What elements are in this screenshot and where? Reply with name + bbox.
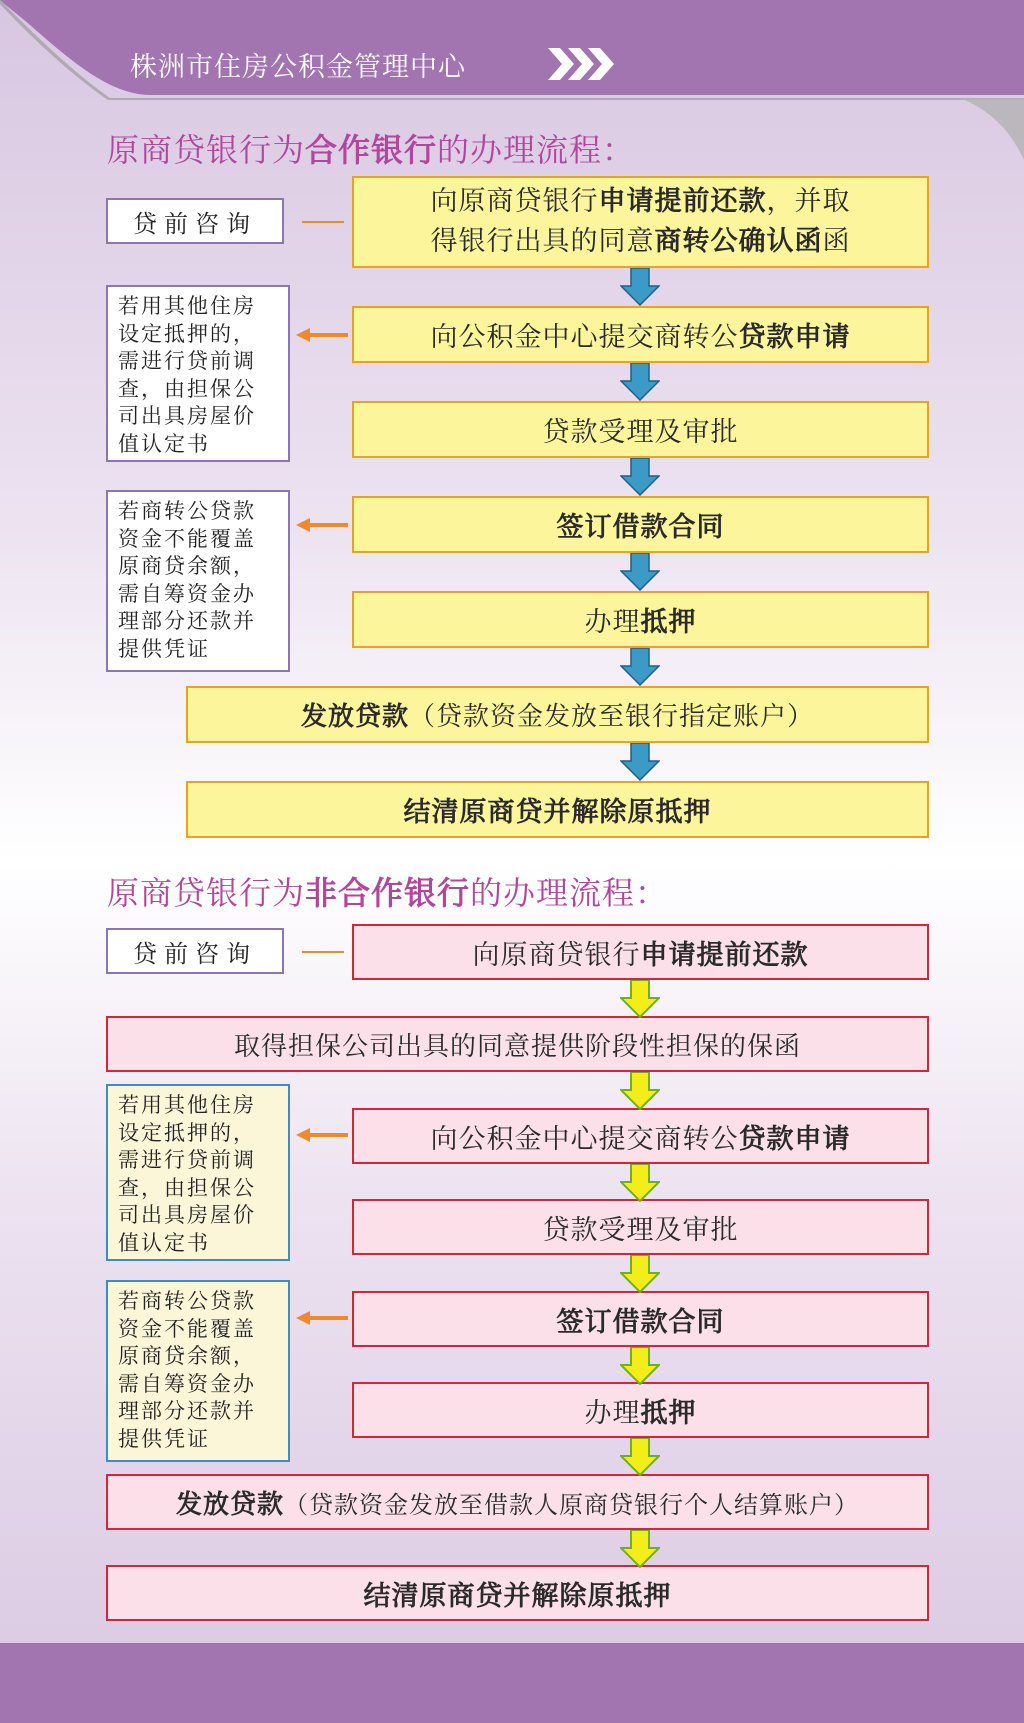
- s2-step-sign-contract: 签订借款合同: [352, 1291, 929, 1347]
- s1-note-self-funding: 若商转公贷款 资金不能覆盖 原商贷余额， 需自筹资金办 理部分还款并 提供凭证: [106, 490, 290, 672]
- s2-step-review: 贷款受理及审批: [352, 1199, 929, 1255]
- section1-title: 原商贷银行为合作银行的办理流程：: [107, 131, 636, 169]
- down-arrow-icon: [620, 458, 660, 496]
- down-arrow-icon: [620, 1530, 660, 1568]
- section2-title: 原商贷银行为非合作银行的办理流程：: [107, 874, 669, 912]
- s2-step-guarantee-letter: 取得担保公司出具的同意提供阶段性担保的保函: [106, 1016, 929, 1072]
- left-arrow-icon: [296, 328, 348, 342]
- s1-step-settle: 结清原商贷并解除原抵押: [186, 781, 929, 838]
- left-arrow-icon: [296, 518, 348, 532]
- down-arrow-icon: [620, 1072, 660, 1110]
- pre-loan-consult-box: 贷前咨询: [106, 928, 284, 974]
- header-title: 株洲市住房公积金管理中心: [130, 52, 466, 83]
- s2-step-settle: 结清原商贷并解除原抵押: [106, 1565, 929, 1621]
- s1-step-sign-contract: 签订借款合同: [352, 496, 929, 553]
- s2-note-other-house: 若用其他住房 设定抵押的， 需进行贷前调 查，由担保公 司出具房屋价 值认定书: [106, 1084, 290, 1261]
- s1-step-submit-application: 向公积金中心提交商转公 贷款申请: [352, 306, 929, 363]
- left-arrow-icon: [296, 1311, 348, 1325]
- connector-line: [302, 221, 344, 223]
- s2-step-mortgage: 办理 抵押: [352, 1382, 929, 1438]
- pre-loan-consult-box: 贷前咨询: [106, 198, 284, 244]
- s1-note-other-house: 若用其他住房 设定抵押的， 需进行贷前调 查，由担保公 司出具房屋价 值认定书: [106, 285, 290, 462]
- down-arrow-icon: [620, 1164, 660, 1202]
- s1-step-review: 贷款受理及审批: [352, 401, 929, 458]
- footer-band: [0, 1643, 1024, 1723]
- down-arrow-icon: [620, 743, 660, 781]
- s2-step-submit-application: 向公积金中心提交商转公 贷款申请: [352, 1108, 929, 1164]
- connector-line: [302, 951, 344, 953]
- down-arrow-icon: [620, 1438, 660, 1476]
- down-arrow-icon: [620, 553, 660, 591]
- down-arrow-icon: [620, 1347, 660, 1385]
- down-arrow-icon: [620, 980, 660, 1018]
- down-arrow-icon: [620, 363, 660, 401]
- s1-step-apply-prepayment: 向原商贷银行申请提前还款，并取 得银行出具的同意商转公确认函函: [352, 176, 929, 268]
- s2-step-disburse: 发放贷款 （贷款资金发放至借款人原商贷银行个人结算账户）: [106, 1474, 929, 1530]
- s2-note-self-funding: 若商转公贷款 资金不能覆盖 原商贷余额， 需自筹资金办 理部分还款并 提供凭证: [106, 1280, 290, 1462]
- left-arrow-icon: [296, 1128, 348, 1142]
- s2-step-apply-prepayment: 向原商贷银行 申请提前还款: [352, 924, 929, 980]
- down-arrow-icon: [620, 268, 660, 306]
- down-arrow-icon: [620, 1255, 660, 1293]
- s1-step-disburse: 发放贷款 （贷款资金发放至银行指定账户）: [186, 686, 929, 743]
- chevron-right-icon: [546, 46, 618, 82]
- down-arrow-icon: [620, 648, 660, 686]
- s1-step-mortgage: 办理 抵押: [352, 591, 929, 648]
